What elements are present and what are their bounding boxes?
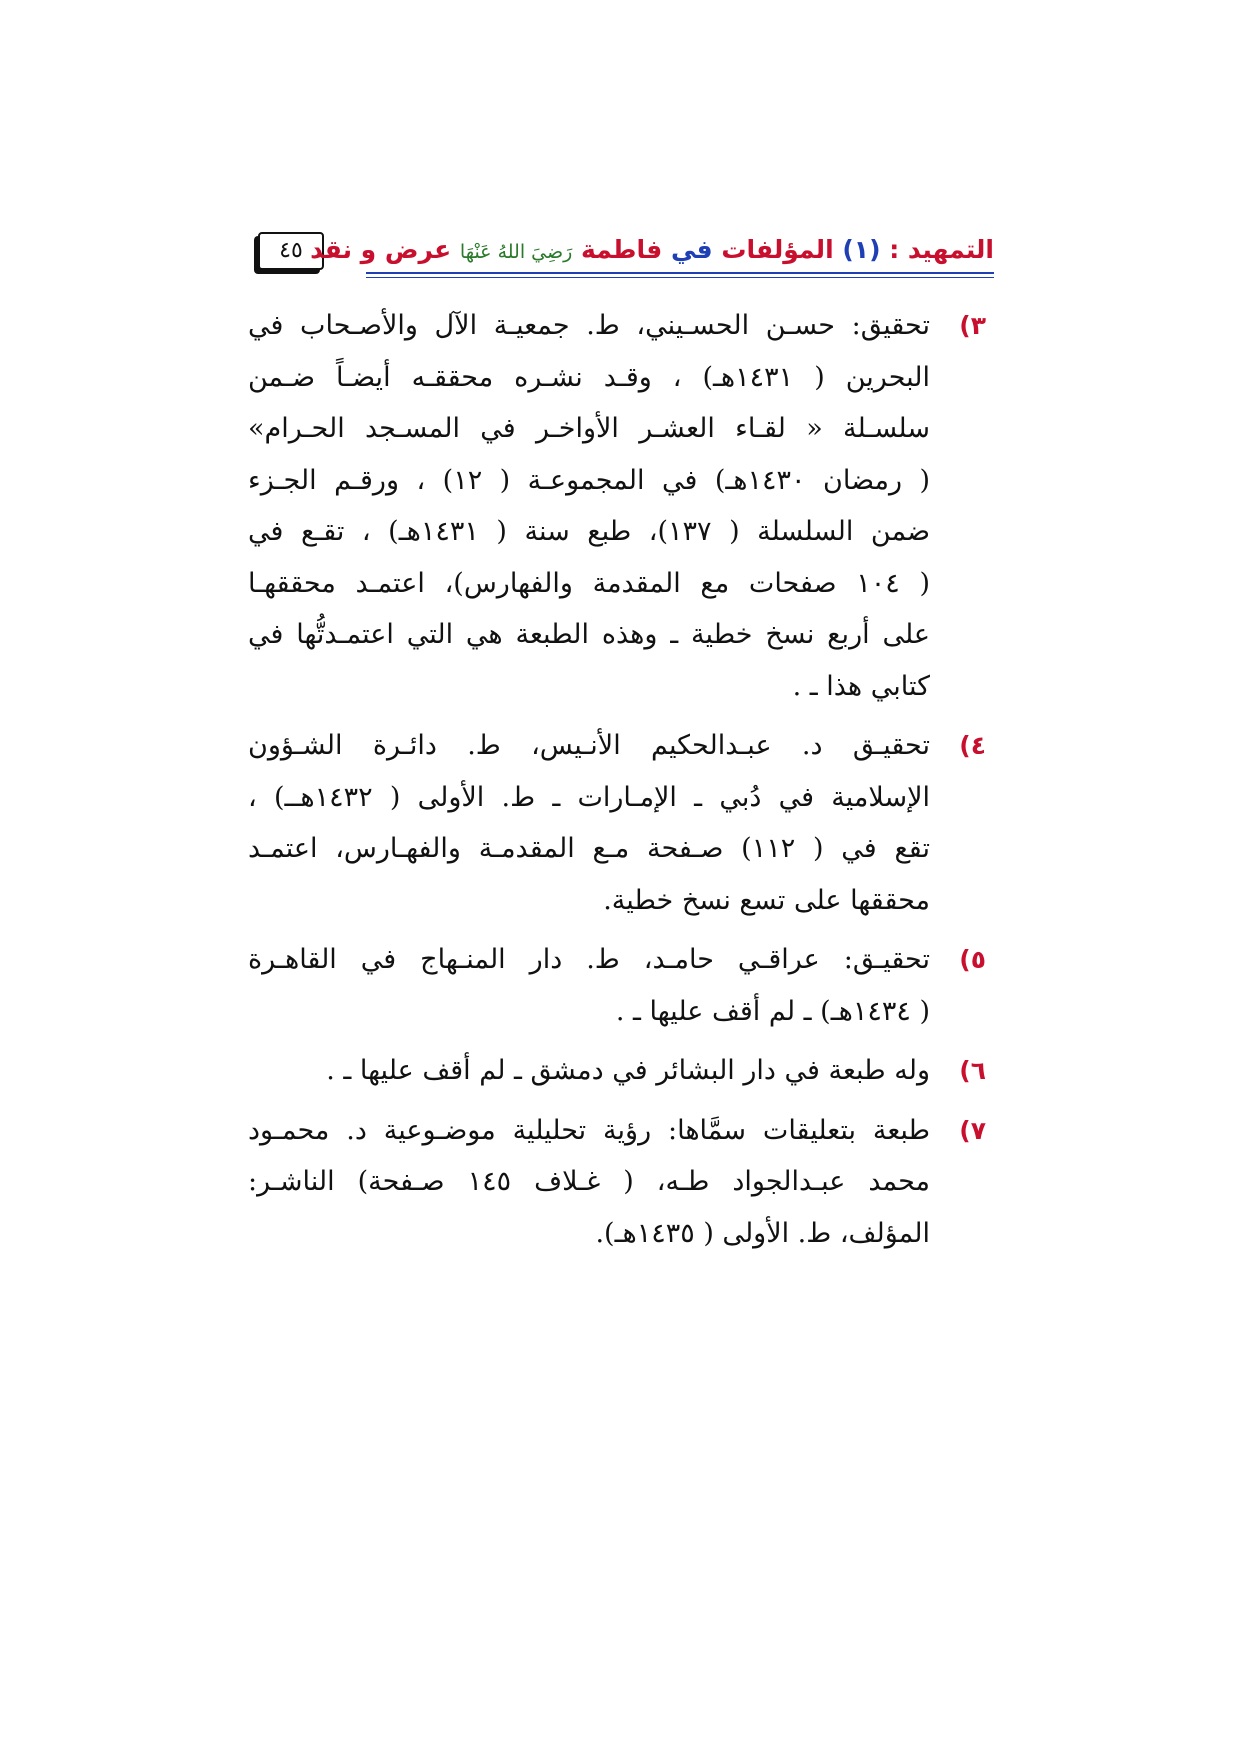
text-line: تقع في ( ١١٢) صـفحة مـع المقدمـة والفهـارس، اعتمـد xyxy=(248,833,930,864)
text-line: كتابي هذا ـ . xyxy=(792,670,930,702)
item-number: ٦) xyxy=(959,1056,986,1085)
main-text xyxy=(248,300,986,1267)
header-chapter-word2: في xyxy=(670,235,713,264)
header-rule-thin xyxy=(366,277,994,278)
header-section: التمهيد : xyxy=(889,235,994,264)
list-item xyxy=(248,934,986,1037)
text-line: سلسـلة « لقـاء العشـر الأواخـر في المسـجد الحـرام» xyxy=(248,413,930,444)
text-line: ضمن السلسلة ( ١٣٧)، طبع سنة ( ١٤٣١هـ) ، تقـع في xyxy=(248,516,931,547)
header-chapter-number: (١) xyxy=(842,235,881,264)
header-chapter-word4: عرض و نقد xyxy=(310,235,452,264)
list-item xyxy=(248,1045,986,1097)
text-line: على أربع نسخ خطية ـ وهذه الطبعة هي التي اعتمـدتُّها في xyxy=(248,619,930,650)
text-line: تحقيق: حسـن الحسـيني، ط. جمعيـة الآل والأصـحاب في xyxy=(248,310,930,341)
text-line: تحقيـق د. عبـدالحكيم الأنـيس، ط. دائـرة الشـؤون xyxy=(248,730,930,761)
text-line: تحقيـق: عراقـي حامـد، ط. دار المنـهاج في القاهـرة xyxy=(248,944,930,975)
item-number: ٥) xyxy=(959,945,986,974)
item-number: ٧) xyxy=(959,1115,986,1145)
header-honorific: رَضِيَ اللهُ عَنْهَا xyxy=(459,241,573,263)
text-line: وله طبعة في دار البشائر في دمشق ـ لم أقف عليها ـ . xyxy=(326,1055,930,1086)
text-line: البحرين ( ١٤٣١هـ) ، وقـد نشـره محققـه أيضـاً ضـمن xyxy=(248,361,930,393)
text-line: ( ١٠٤ صفحات مع المقدمة والفهارس)، اعتمـد محققهـا xyxy=(248,567,930,599)
header-title xyxy=(310,232,994,270)
list-item xyxy=(248,300,986,712)
header-rule xyxy=(366,272,994,274)
header-chapter-word1: المؤلفات xyxy=(721,235,834,264)
list-item xyxy=(248,720,986,926)
text-line: المؤلف، ط. الأولى ( ١٤٣٥هـ). xyxy=(595,1217,930,1249)
header-chapter-word3: فاطمة xyxy=(581,235,663,264)
text-line: الإسلامية في دُبي ـ الإمـارات ـ ط. الأولى ( ١٤٣٢هــ) ، xyxy=(248,781,931,813)
text-line: محققها على تسع نسخ خطية. xyxy=(603,884,930,916)
list-item xyxy=(248,1105,986,1260)
running-header xyxy=(258,232,994,278)
text-line: ( رمضان ١٤٣٠هـ) في المجموعـة ( ١٢) ، ورقـم الجـزء xyxy=(248,464,930,496)
page-number-box: ٤٥ xyxy=(258,232,324,270)
text-line: طبعة بتعليقات سمَّاها: رؤية تحليلية موضـوعية د. محمـود xyxy=(248,1114,930,1146)
item-number: ٣) xyxy=(959,311,986,340)
item-number: ٤) xyxy=(959,731,986,760)
text-line: محمد عبـدالجواد طـه، ( غـلاف ١٤٥ صـفحة) الناشـر: xyxy=(248,1166,930,1197)
text-line: ( ١٤٣٤هـ) ـ لم أقف عليها ـ . xyxy=(615,995,930,1027)
